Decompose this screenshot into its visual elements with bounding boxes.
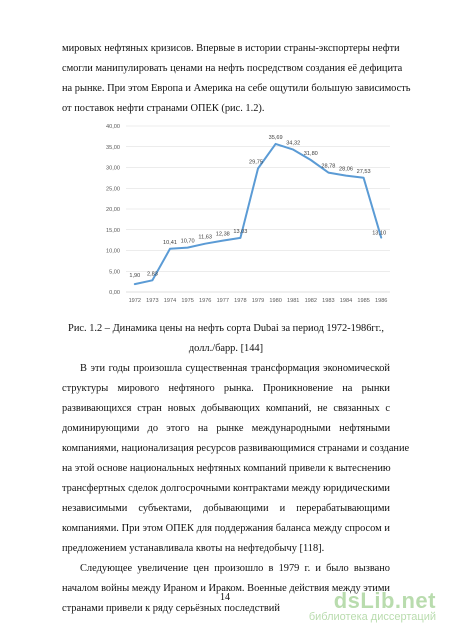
- data-label: 10,41: [163, 239, 177, 246]
- x-tick-label: 1978: [234, 298, 247, 304]
- y-tick-label: 20,00: [106, 207, 120, 213]
- x-tick-label: 1984: [339, 298, 353, 304]
- text-line: компаниями. При этом ОПЕК для поддержания баланса между спросом и: [62, 523, 390, 534]
- data-label: 1,90: [129, 273, 141, 280]
- y-tick-label: 5,00: [109, 269, 120, 276]
- x-tick-label: 1979: [251, 298, 265, 304]
- y-tick-label: 40,00: [106, 124, 120, 130]
- y-tick-label: 10,00: [106, 248, 120, 255]
- x-tick-label: 1975: [181, 298, 194, 304]
- data-label: 12,38: [215, 231, 230, 238]
- text-line: развивающихся стран новых добывающих компаний, не связанных с: [62, 403, 390, 414]
- figure-caption: Рис. 1.2 – Динамика цены на нефть сорта Dubai за период 1972-1986гг.,: [68, 323, 384, 334]
- text-line: предложением устанавливала квоты на нефтедобычу [118].: [62, 543, 325, 554]
- text-line: Следующее увеличение цен произошло в 1979 г. и было вызвано: [80, 563, 390, 574]
- figure-caption-cont: долл./барр. [144]: [188, 343, 264, 354]
- data-label: 13,10: [372, 230, 387, 237]
- text-line: трансфертных сделок долгосрочными контрактами между юридическими: [62, 483, 390, 494]
- x-tick-label: 1985: [357, 298, 370, 304]
- text-line: на рынке. При этом Европа и Америка на себе ощутили большую зависимость: [62, 83, 411, 94]
- watermark-brand: dsLib.net: [333, 588, 436, 613]
- y-tick-label: 35,00: [106, 144, 120, 151]
- x-tick-label: 1972: [128, 298, 142, 304]
- text-line: смогли манипулировать ценами на нефть посредством создания её дефицита: [62, 63, 403, 74]
- data-label: 11,63: [198, 234, 212, 241]
- data-labels: [129, 135, 386, 279]
- y-axis-ticks: [106, 124, 120, 296]
- data-label: 2,83: [146, 271, 158, 278]
- data-label: 31,80: [303, 151, 318, 158]
- x-tick-label: 1986: [374, 298, 388, 304]
- x-axis-ticks: [129, 298, 388, 304]
- page-number: 14: [220, 592, 230, 603]
- chart-grid: [126, 126, 390, 292]
- text-line: странами привели к ряду серьёзных последствий: [62, 603, 280, 614]
- data-label: 27,53: [356, 168, 371, 175]
- x-tick-label: 1974: [163, 298, 177, 304]
- oil-price-chart: [86, 116, 396, 312]
- data-label: 34,32: [286, 140, 301, 147]
- text-line: от поставок нефти странами ОПЕК (рис. 1.2).: [62, 103, 265, 114]
- y-tick-label: 25,00: [106, 186, 120, 193]
- x-tick-label: 1982: [304, 298, 318, 304]
- x-tick-label: 1983: [322, 298, 335, 304]
- data-label: 28,78: [321, 163, 336, 170]
- y-tick-label: 15,00: [106, 227, 120, 234]
- y-tick-label: 30,00: [106, 165, 120, 172]
- data-label: 35,69: [268, 134, 283, 141]
- data-label: 29,75: [249, 159, 263, 166]
- watermark: [276, 588, 436, 623]
- text-line: доминирующими до этого на рынке международными нефтяными: [62, 423, 390, 434]
- data-label: 10,70: [180, 238, 195, 245]
- x-tick-label: 1980: [269, 298, 282, 304]
- data-label: 13,03: [233, 228, 248, 235]
- text-line: компаниями, национализация ресурсов развивающимися странами и создание: [62, 443, 410, 454]
- text-line: мировых нефтяных кризисов. Впервые в истории страны-экспортеры нефти: [62, 43, 400, 54]
- text-line: структуры мирового нефтяного рынка. Проникновение на рынки: [62, 383, 390, 394]
- x-tick-label: 1973: [146, 298, 159, 304]
- data-label: 28,06: [339, 166, 353, 173]
- x-tick-label: 1976: [198, 298, 212, 304]
- text-line: независимыми субъектами, добывающими и перерабатывающими: [62, 503, 390, 514]
- text-line: началом войны между Ираном и Ираком. Военные действия между этими: [62, 583, 390, 594]
- text-line: на этой основе национальных нефтяных компаний привели к вытеснению: [62, 463, 391, 474]
- x-tick-label: 1981: [286, 298, 300, 304]
- text-line: В эти годы произошла существенная трансформация экономической: [80, 363, 390, 374]
- y-tick-label: 0,00: [109, 290, 120, 296]
- x-tick-label: 1977: [216, 298, 230, 304]
- watermark-sub: библиотека диссертаций: [308, 611, 436, 623]
